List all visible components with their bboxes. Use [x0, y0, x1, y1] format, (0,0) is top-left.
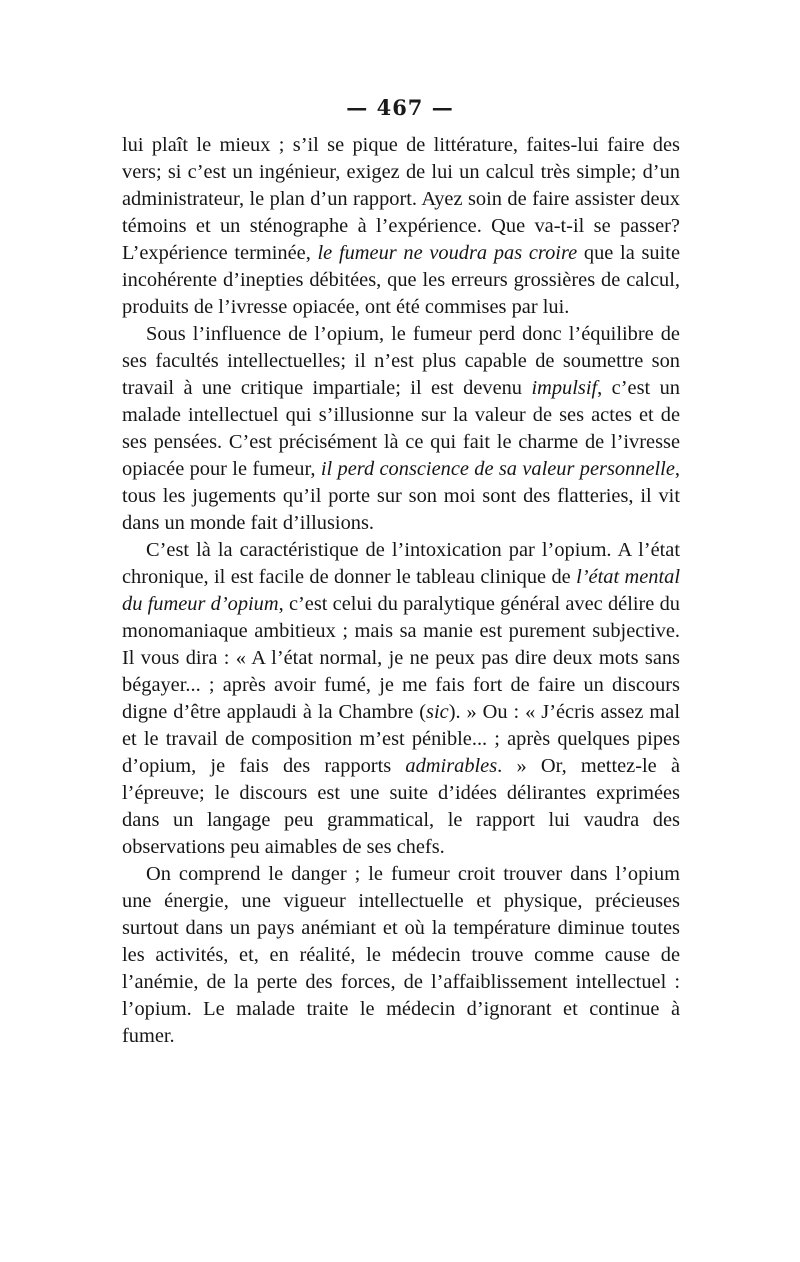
italic-text: le fumeur ne voudra pas croire [317, 242, 578, 264]
paragraph [122, 321, 680, 537]
paragraph [122, 537, 680, 861]
text-segment: que la suite incohérente d’inepties débitées, que les erreurs grossières de calcul, produits de l’ivresse opiacée, ont été commises par lui. [122, 242, 680, 318]
text-segment: lui plaît le mieux ; s’il se pique de littérature, faites-lui faire des vers; si c’est un ingénieur, exigez de lui un calcul très simple; d’un administrateur, le plan d’un rapport. Ayez soin de faire assister deux témoins et un sténographe à l’expérience. Que va-t-il se passer? L’expérience terminée, [122, 134, 680, 264]
page-number: — 467 — [346, 95, 454, 120]
paragraph [122, 132, 680, 321]
italic-text: admirables [405, 755, 498, 777]
italic-text: sic [426, 701, 449, 723]
text-segment: Sous l’influence de l’opium, le fumeur perd donc l’équilibre de ses facultés intellectuelles; il n’est plus capable de soumettre son travail à une critique impartiale; il est devenu [122, 323, 680, 399]
text-segment: ). » Ou : « J’écris assez mal et le travail de composition m’est pénible... ; après quelques pipes d’opium, je fais des rapports [122, 701, 680, 777]
body-text [122, 132, 680, 1050]
text-segment: , c’est celui du paralytique général avec délire du monomaniaque ambitieux ; mais sa manie est purement subjective. Il vous dira : « A l’état normal, je ne peux pas dire deux mots sans bégayer... ; après avoir fumé, je me fais fort de faire un discours digne d’être applaudi à la Chambre ( [122, 593, 680, 723]
italic-text: impulsif [531, 377, 598, 399]
italic-text: il perd conscience de sa valeur personnelle [320, 458, 675, 480]
text-segment: C’est là la caractéristique de l’intoxication par l’opium. A l’état chronique, il est facile de donner le tableau clinique de [122, 539, 680, 588]
text-segment: , c’est un malade intellectuel qui s’illusionne sur la valeur de ses actes et de ses pensées. C’est précisément là ce qui fait le charme de l’ivresse opiacée pour le fumeur, [122, 377, 680, 480]
text-segment: On comprend le danger ; le fumeur croit trouver dans l’opium une énergie, une vigueur intellectuelle et physique, précieuses surtout dans un pays anémiant et où la température diminue toutes les activités, et, en réalité, le médecin trouve comme cause de l’anémie, de la perte des forces, de l’affaiblissement intellectuel : l’opium. Le malade traite le médecin d’ignorant et continue à fumer. [122, 863, 680, 1047]
text-segment: , tous les jugements qu’il porte sur son moi sont des flatteries, il vit dans un monde fait d’illusions. [122, 458, 681, 534]
paragraph [122, 861, 680, 1050]
italic-text: l’état mental du fumeur d’opium [122, 566, 680, 615]
text-segment: . » Or, mettez-le à l’épreuve; le discours est une suite d’idées délirantes exprimées dans un langage peu grammatical, le rapport lui vaudra des observations peu aimables de ses chefs. [122, 755, 680, 858]
